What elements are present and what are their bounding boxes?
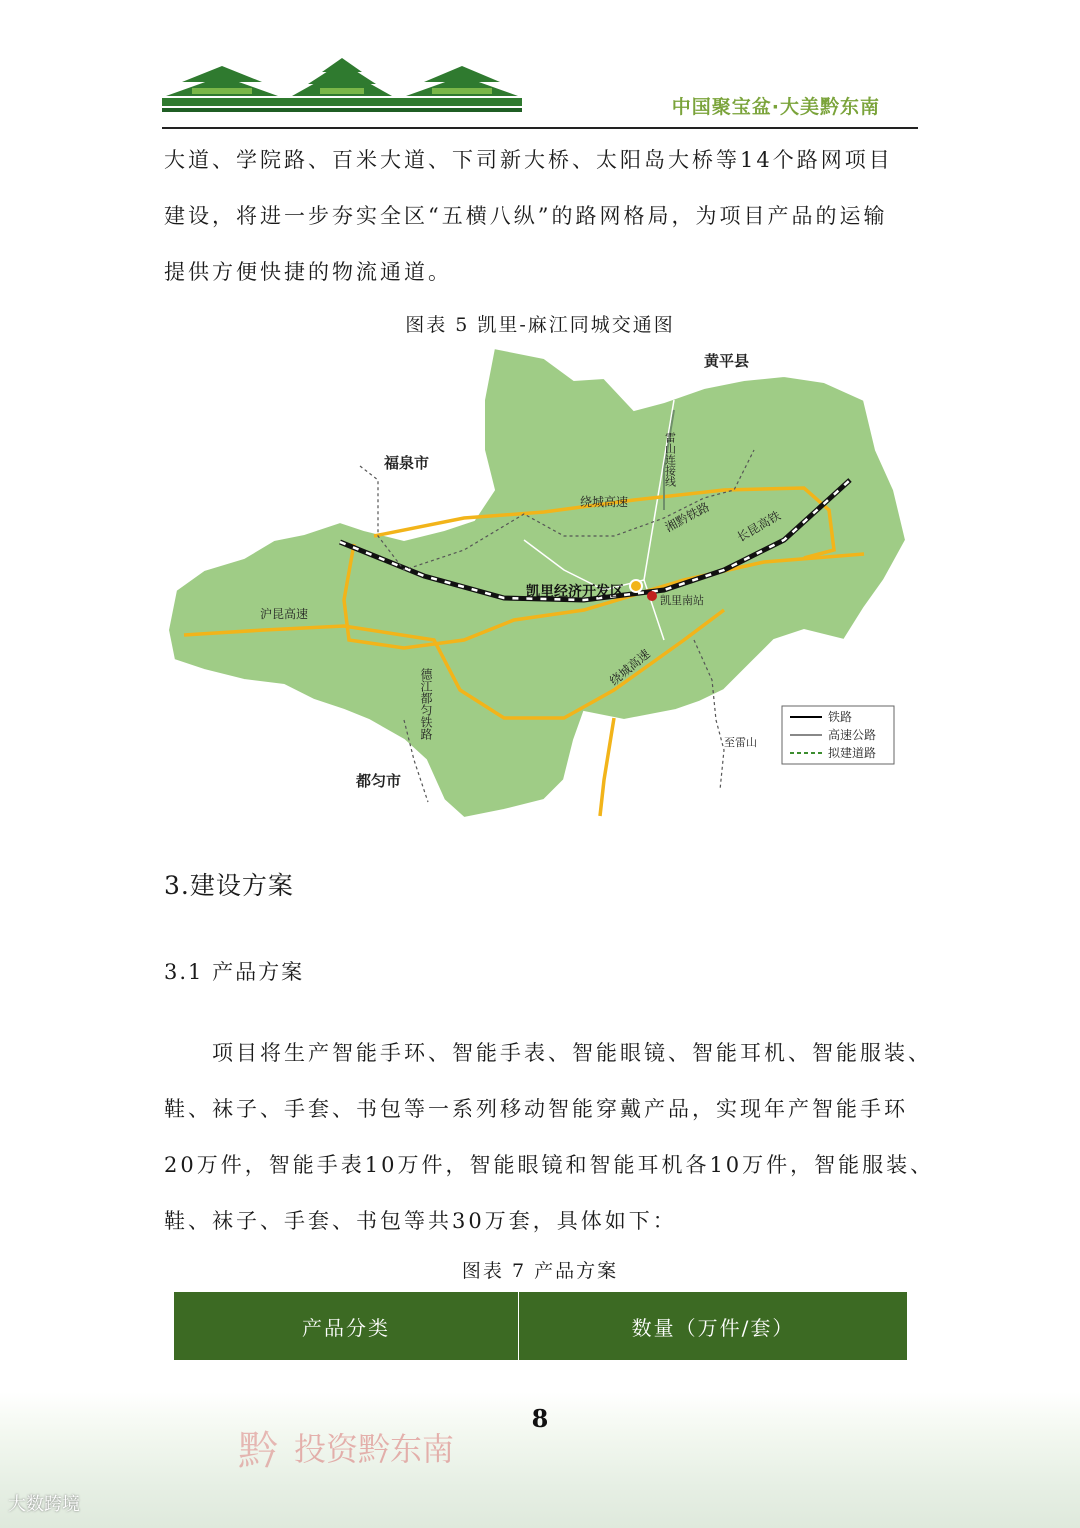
intro-paragraph xyxy=(164,132,918,300)
label-zone: 凯里经济开发区 xyxy=(526,584,624,600)
label-changkun: 长昆高铁 xyxy=(734,508,784,545)
header-cell-category: 产品分类 xyxy=(174,1292,519,1361)
legend-item-rail: 铁路 xyxy=(828,710,853,724)
pagoda-logo-icon xyxy=(162,58,522,120)
label-fuquan: 福泉市 xyxy=(384,454,430,472)
page-number: 8 xyxy=(531,1404,549,1433)
label-xiangqian: 湘黔铁路 xyxy=(662,499,712,535)
header-divider xyxy=(162,127,918,129)
intro-line: 建设，将进一步夯实全区“五横八纵”的路网格局，为项目产品的运输 xyxy=(164,204,888,228)
map-legend xyxy=(782,706,894,764)
legend-item-highway: 高速公路 xyxy=(828,728,877,742)
station-marker xyxy=(647,591,657,601)
legend-item-proposed: 拟建道路 xyxy=(828,746,877,760)
product-line: 项目将生产智能手环、智能手表、智能眼镜、智能耳机、智能服装、 xyxy=(212,1041,932,1065)
label-huangping: 黄平县 xyxy=(704,352,750,370)
product-table xyxy=(173,1291,908,1361)
map-caption: 图表 5 凯里-麻江同城交通图 xyxy=(405,314,675,336)
subsection-heading: 3.1 产品方案 xyxy=(164,960,305,984)
label-ring-south: 绕城高速 xyxy=(606,646,653,689)
transport-map xyxy=(164,340,914,820)
brand-mark: 黔 xyxy=(238,1428,278,1474)
table-caption: 图表 7 产品方案 xyxy=(461,1260,619,1282)
label-duyun: 都匀市 xyxy=(356,772,402,790)
header-slogan: 中国聚宝盆·大美黔东南 xyxy=(671,96,880,118)
label-deshan: 德江都匀铁路 xyxy=(419,668,433,740)
product-line: 20万件，智能手表10万件，智能眼镜和智能耳机各10万件，智能服装、 xyxy=(164,1153,935,1177)
zone-marker xyxy=(630,580,642,592)
header-cell-quantity: 数量（万件/套） xyxy=(518,1292,907,1361)
brand-text: 投资黔东南 xyxy=(294,1430,455,1468)
label-leishan-link: 雷山连接线 xyxy=(663,432,677,487)
label-station: 凯里南站 xyxy=(660,594,704,607)
label-leishan: 至雷山 xyxy=(724,736,757,749)
intro-line: 提供方便快捷的物流通道。 xyxy=(164,260,452,284)
footer-badge: 大数跨境 xyxy=(8,1494,80,1515)
table-header-row xyxy=(174,1292,908,1361)
product-paragraph xyxy=(164,1025,935,1249)
label-ring-north: 绕城高速 xyxy=(580,495,629,509)
section-heading: 3.建设方案 xyxy=(164,871,294,900)
brand-watermark xyxy=(238,1420,538,1480)
intro-line: 大道、学院路、百米大道、下司新大桥、太阳岛大桥等14个路网项目 xyxy=(164,148,893,172)
product-line: 鞋、袜子、手套、书包等一系列移动智能穿戴产品，实现年产智能手环 xyxy=(164,1097,908,1121)
product-line: 鞋、袜子、手套、书包等共30万套，具体如下： xyxy=(164,1209,677,1233)
label-hukun: 沪昆高速 xyxy=(260,607,309,621)
